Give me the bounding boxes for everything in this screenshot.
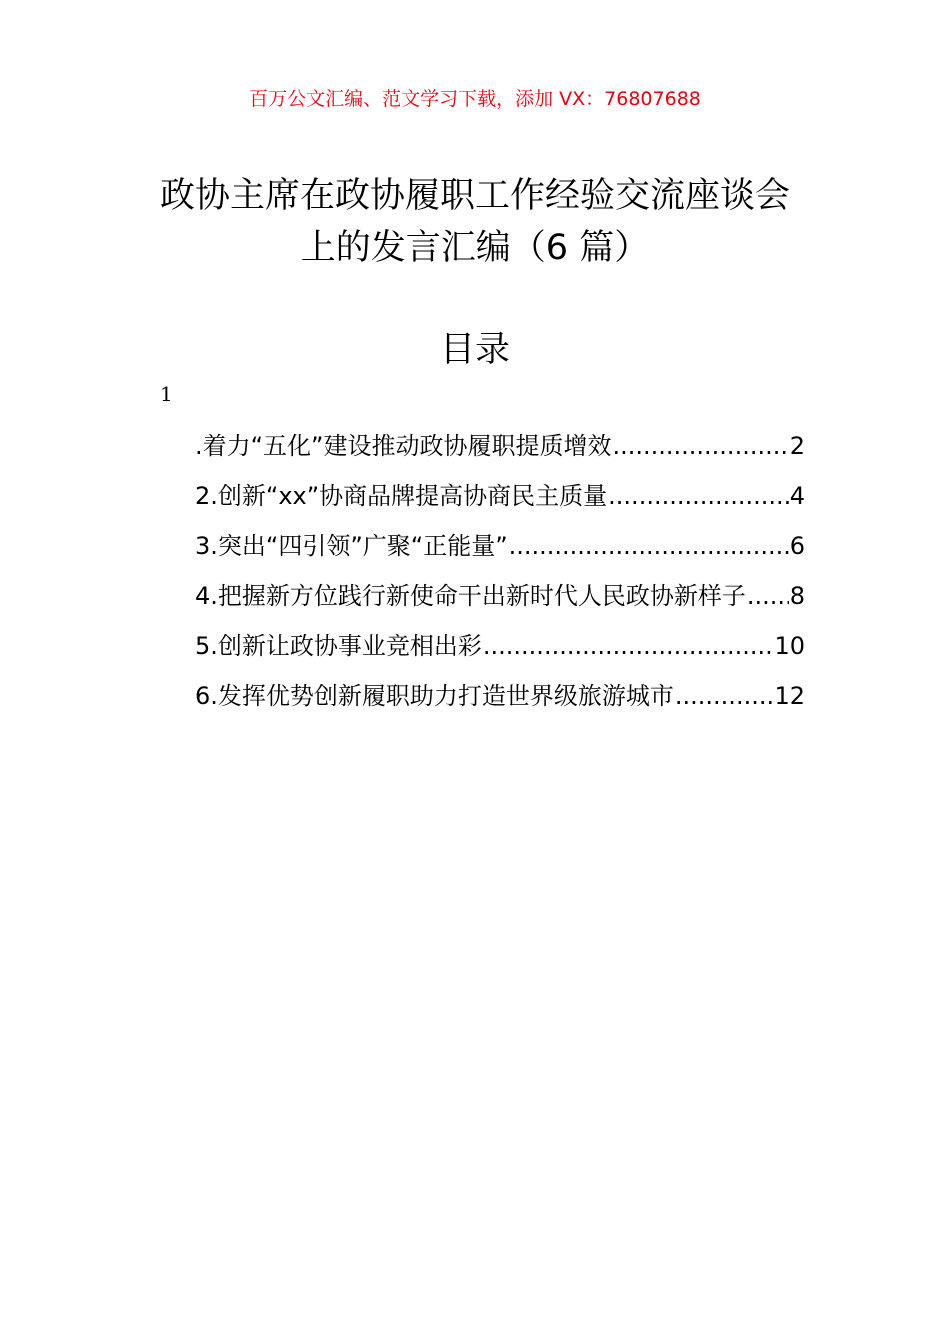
toc-entry-page: 12 (774, 682, 805, 710)
toc-entry-label: 6.发挥优势创新履职助力打造世界级旅游城市 (195, 682, 674, 710)
toc-entry[interactable] (195, 426, 805, 476)
toc-entry-page: 10 (774, 632, 805, 660)
toc-dot-leader (483, 632, 774, 660)
page-marker: 1 (160, 382, 173, 406)
toc-dot-leader (675, 682, 774, 710)
toc-entry-label: .着力“五化”建设推动政协履职提质增效 (195, 432, 612, 460)
toc-entry-label: 4.把握新方位践行新使命干出新时代人民政协新样子 (195, 582, 746, 610)
document-title (100, 170, 850, 274)
toc-entry[interactable] (195, 676, 805, 726)
toc-dot-leader (747, 582, 789, 610)
toc-entry[interactable] (195, 526, 805, 576)
toc-entry[interactable] (195, 476, 805, 526)
toc-list (195, 426, 805, 726)
header-note: 百万公文汇编、范文学习下载，添加 VX：76807688 (249, 88, 701, 110)
toc-entry-page: 4 (789, 482, 805, 510)
toc-entry-page: 8 (789, 582, 805, 610)
toc-entry-page: 2 (789, 432, 805, 460)
toc-dot-leader (608, 482, 789, 510)
toc-dot-leader (613, 432, 789, 460)
toc-entry-page: 6 (789, 532, 805, 560)
document-title-line-2: 上的发言汇编（6 篇） (300, 228, 650, 268)
toc-heading: 目录 (439, 330, 510, 370)
toc-entry-label: 2.创新“xx”协商品牌提高协商民主质量 (195, 482, 608, 510)
toc-dot-leader (509, 532, 789, 560)
document-title-line-1: 政协主席在政协履职工作经验交流座谈会 (159, 176, 790, 216)
toc-entry-label: 5.创新让政协事业竞相出彩 (195, 632, 482, 660)
toc-entry[interactable] (195, 576, 805, 626)
toc-entry[interactable] (195, 626, 805, 676)
toc-entry-label: 3.突出“四引领”广聚“正能量” (195, 532, 508, 560)
